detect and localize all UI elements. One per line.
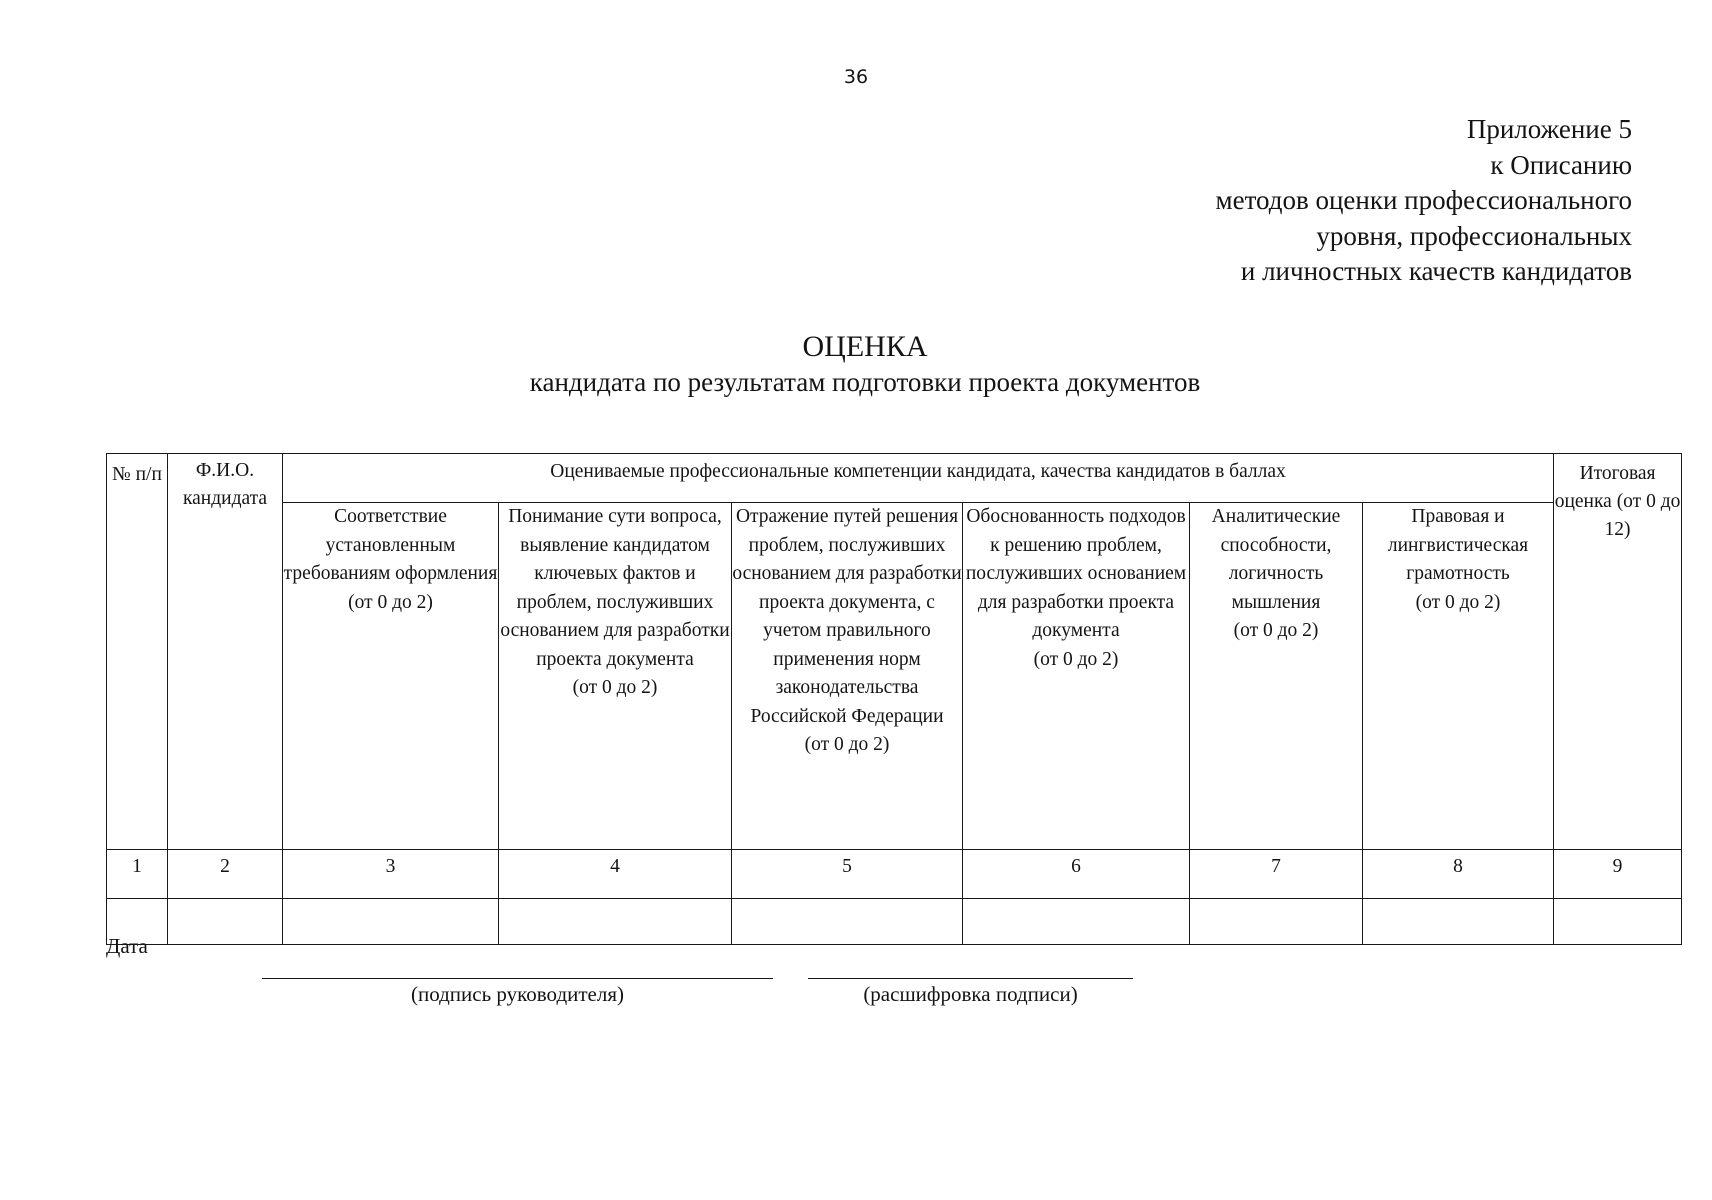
column-number-row [107, 850, 1682, 899]
criterion-label: Понимание сути вопроса, выявление кандидатом ключевых фактов и проблем, послуживших основанием для разработки проекта документа [500, 506, 730, 670]
column-number: 2 [168, 850, 283, 899]
column-number: 9 [1554, 850, 1682, 899]
criterion-label: Правовая и лингвистическая грамотность [1387, 506, 1529, 584]
criterion-label: Обоснованность подходов к решению проблем, послуживших основанием для разработки проекта документа [965, 506, 1187, 641]
header-criterion [732, 503, 963, 850]
signature-line [262, 978, 773, 979]
document-title: ОЦЕНКА [802, 330, 928, 363]
document-subtitle: кандидата по результатам подготовки проекта документов [529, 367, 1201, 397]
header-total-score: Итоговая оценка (от 0 до 12) [1554, 454, 1682, 850]
column-number: 8 [1363, 850, 1554, 899]
date-label: Дата [106, 934, 148, 958]
decoding-line [808, 978, 1133, 979]
appendix-line: и личностных качеств кандидатов [1240, 256, 1632, 286]
criterion-label: Отражение путей решения проблем, послуживших основанием для разработки проекта документа, с учетом правильного применения норм законодательства Российской Федерации [732, 506, 962, 727]
header-criterion [1363, 503, 1554, 850]
appendix-line: уровня, профессиональных [1316, 220, 1632, 251]
criterion-range: (от 0 до 2) [1233, 620, 1319, 641]
column-number: 6 [963, 850, 1190, 899]
decoding-caption: (расшифровка подписи) [863, 982, 1078, 1006]
entry-cell [168, 899, 283, 945]
entry-cell [1190, 899, 1363, 945]
column-number: 3 [283, 850, 499, 899]
criterion-range: (от 0 до 2) [1415, 591, 1501, 613]
header-criterion [963, 503, 1190, 850]
entry-cell [732, 899, 963, 945]
column-number: 7 [1190, 850, 1363, 899]
entry-cell [1554, 899, 1682, 945]
header-criterion [283, 503, 499, 850]
criterion-label: Аналитические способности, логичность мышления [1211, 506, 1341, 613]
signature-caption: (подпись руководителя) [410, 982, 624, 1006]
header-criterion [499, 503, 732, 850]
appendix-line: Приложение 5 [1466, 114, 1632, 144]
criterion-range: (от 0 до 2) [572, 677, 658, 698]
criterion-label: Соответствие установленным требованиям оформления [283, 506, 498, 584]
column-number: 4 [499, 850, 732, 899]
appendix-line: к Описанию [1490, 149, 1632, 180]
criterion-range: (от 0 до 2) [1033, 648, 1119, 670]
criterion-range: (от 0 до 2) [804, 734, 890, 755]
entry-cell [283, 899, 499, 945]
header-criterion [1190, 503, 1363, 850]
header-number: № п/п [107, 454, 168, 850]
entry-cell [1363, 899, 1554, 945]
evaluation-table [106, 453, 1682, 945]
criterion-range: (от 0 до 2) [348, 591, 433, 613]
appendix-line: методов оценки профессионального [1215, 185, 1632, 215]
column-number: 1 [107, 850, 168, 899]
column-number: 5 [732, 850, 963, 899]
entry-cell [499, 899, 732, 945]
header-full-name: Ф.И.О. кандидата [168, 454, 283, 850]
header-competencies-group: Оцениваемые профессиональные компетенции кандидата, качества кандидатов в баллах [283, 454, 1554, 503]
page-number: 36 [843, 66, 869, 88]
appendix-heading [1216, 112, 1633, 290]
entry-cell [963, 899, 1190, 945]
empty-entry-row [107, 899, 1682, 945]
